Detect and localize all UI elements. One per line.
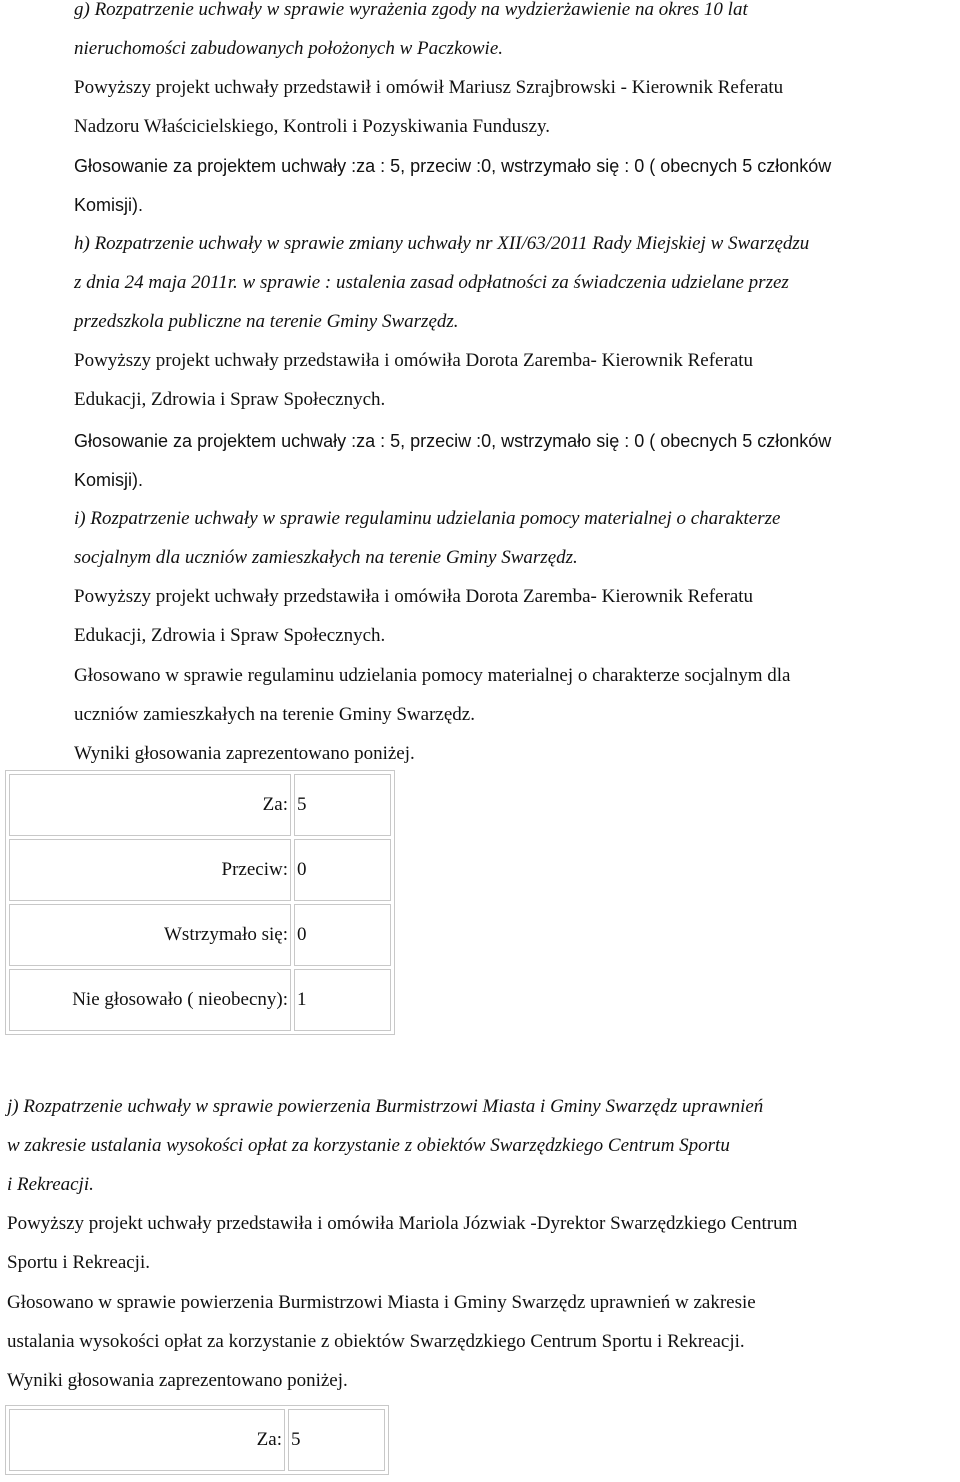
table-row <box>9 1409 385 1471</box>
section-h-presenter-line-1: Powyższy projekt uchwały przedstawiła i omówiła Dorota Zaremba- Kierownik Referatu <box>74 350 754 371</box>
section-j-vote-desc-line-2: ustalania wysokości opłat za korzystanie z obiektów Swarzędzkiego Centrum Sportu i Rekreacji. <box>7 1331 745 1352</box>
section-i-heading-line-1: i) Rozpatrzenie uchwały w sprawie regulaminu udzielania pomocy materialnej o charakterze <box>74 508 781 529</box>
section-g-heading-line-1: g) Rozpatrzenie uchwały w sprawie wyrażenia zgody na wydzierżawienie na okres 10 lat <box>74 0 748 20</box>
section-i-vote-desc-line-1: Głosowano w sprawie regulaminu udzielania pomocy materialnej o charakterze socjalnym dla <box>74 665 791 686</box>
section-g-presenter-line-2: Nadzoru Właścicielskiego, Kontroli i Pozyskiwania Funduszy. <box>74 116 550 137</box>
vote-label-za: Za: <box>9 774 291 836</box>
section-j-heading-line-1: j) Rozpatrzenie uchwały w sprawie powierzenia Burmistrzowi Miasta i Gminy Swarzędz uprawnień <box>7 1096 764 1117</box>
vote-label-przeciw: Przeciw: <box>9 839 291 901</box>
vote-value-wstrzymalo: 0 <box>294 904 391 966</box>
section-j-heading-line-2: w zakresie ustalania wysokości opłat za korzystanie z obiektów Swarzędzkiego Centrum Sportu <box>7 1135 730 1156</box>
section-j-presenter-line-1: Powyższy projekt uchwały przedstawiła i omówiła Mariola Józwiak -Dyrektor Swarzędzkiego Centrum <box>7 1213 798 1234</box>
section-g-heading-line-2: nieruchomości zabudowanych położonych w Paczkowie. <box>74 38 504 59</box>
section-i-presenter-line-2: Edukacji, Zdrowia i Spraw Społecznych. <box>74 625 386 646</box>
table-row <box>9 839 391 901</box>
section-i-presenter-line-1: Powyższy projekt uchwały przedstawiła i omówiła Dorota Zaremba- Kierownik Referatu <box>74 586 754 607</box>
section-i-heading-line-2: socjalnym dla uczniów zamieszkałych na terenie Gminy Swarzędz. <box>74 547 578 568</box>
vote-value-nie-glosowalo: 1 <box>294 969 391 1031</box>
section-h-heading-line-1: h) Rozpatrzenie uchwały w sprawie zmiany uchwały nr XII/63/2011 Rady Miejskiej w Swarzędzu <box>74 233 810 254</box>
section-h-vote-line-2: Komisji). <box>74 470 144 490</box>
section-i-results-caption: Wyniki głosowania zaprezentowano poniżej. <box>74 743 415 764</box>
section-g-vote-line-1: Głosowanie za projektem uchwały :za : 5, przeciw :0, wstrzymało się : 0 ( obecnych 5 członków <box>74 156 832 176</box>
vote-results-table-j <box>5 1405 389 1475</box>
section-h-vote-line-1: Głosowanie za projektem uchwały :za : 5, przeciw :0, wstrzymało się : 0 ( obecnych 5 członków <box>74 431 832 451</box>
section-j-results-caption: Wyniki głosowania zaprezentowano poniżej. <box>7 1370 348 1391</box>
table-row <box>9 774 391 836</box>
vote-label-nie-glosowalo: Nie głosowało ( nieobecny): <box>9 969 291 1031</box>
vote-value-za: 5 <box>288 1409 385 1471</box>
table-row <box>9 969 391 1031</box>
section-h-heading-line-3: przedszkola publiczne na terenie Gminy Swarzędz. <box>74 311 459 332</box>
vote-label-wstrzymalo: Wstrzymało się: <box>9 904 291 966</box>
section-g-vote-line-2: Komisji). <box>74 195 144 215</box>
vote-results-table-i <box>5 770 395 1035</box>
section-j-heading-line-3: i Rekreacji. <box>7 1174 94 1195</box>
section-j-vote-desc-line-1: Głosowano w sprawie powierzenia Burmistrzowi Miasta i Gminy Swarzędz uprawnień w zakresie <box>7 1292 756 1313</box>
vote-label-za: Za: <box>9 1409 285 1471</box>
section-i-vote-desc-line-2: uczniów zamieszkałych na terenie Gminy Swarzędz. <box>74 704 475 725</box>
vote-value-przeciw: 0 <box>294 839 391 901</box>
section-h-heading-line-2: z dnia 24 maja 2011r. w sprawie : ustalenia zasad odpłatności za świadczenia udzielane przez <box>74 272 789 293</box>
section-j-presenter-line-2: Sportu i Rekreacji. <box>7 1252 150 1273</box>
table-row <box>9 904 391 966</box>
section-g-presenter-line-1: Powyższy projekt uchwały przedstawił i omówił Mariusz Szrajbrowski - Kierownik Referatu <box>74 77 784 98</box>
vote-value-za: 5 <box>294 774 391 836</box>
section-h-presenter-line-2: Edukacji, Zdrowia i Spraw Społecznych. <box>74 389 386 410</box>
